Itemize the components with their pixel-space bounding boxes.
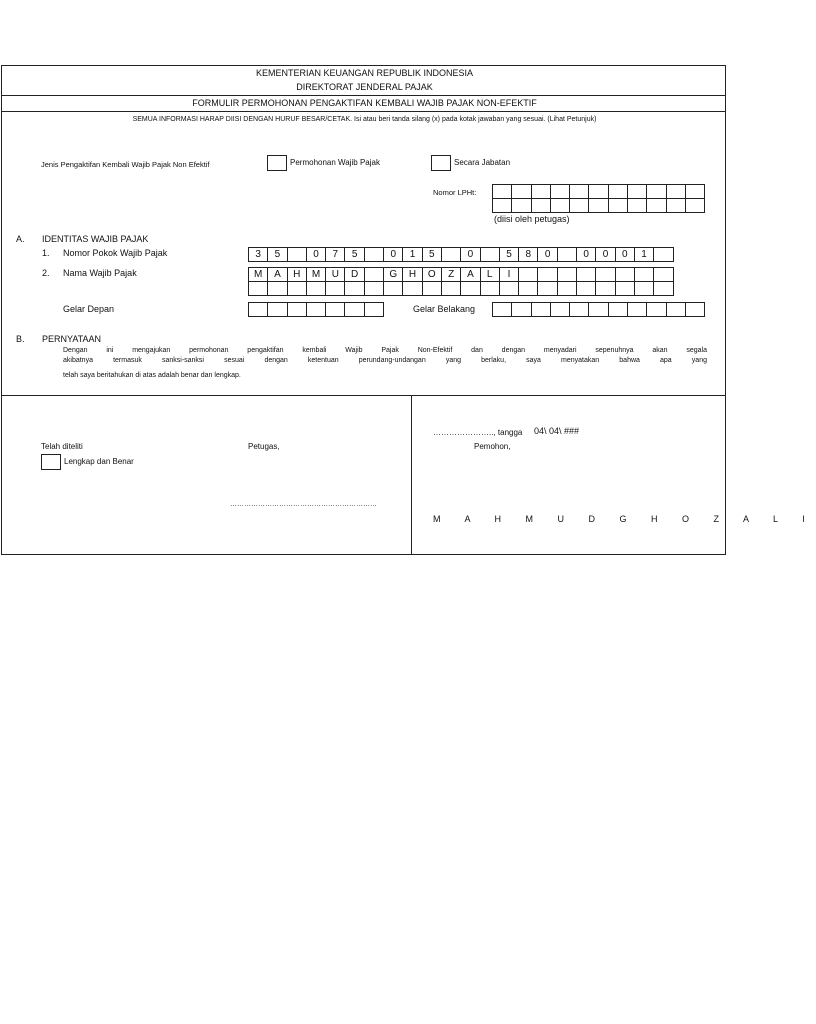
activation-type-label: Jenis Pengaktifan Kembali Wajib Pajak Non Efektif xyxy=(41,160,210,169)
lpht-number-grid[interactable] xyxy=(492,184,705,213)
name-cell[interactable] xyxy=(422,281,442,296)
name-cell[interactable] xyxy=(653,281,673,296)
name-cell[interactable] xyxy=(518,267,538,282)
section-a-letter: A. xyxy=(16,234,25,244)
date-field: 04\ 04\ ### xyxy=(534,426,580,436)
npwp-cell[interactable]: 7 xyxy=(325,247,345,262)
npwp-cell[interactable]: 0 xyxy=(537,247,557,262)
applicant-label: Pemohon, xyxy=(474,442,511,451)
name-cell[interactable]: D xyxy=(344,267,364,282)
name-cell[interactable] xyxy=(325,281,345,296)
statement-line-1: Dengan ini mengajukan permohonan pengaktifan kembali Wajib Pajak Non-Efektif dan dengan menyadari sepenuhnya akan segala xyxy=(63,347,707,354)
name-cell[interactable]: H xyxy=(287,267,307,282)
npwp-cell[interactable] xyxy=(557,247,577,262)
name-cell[interactable] xyxy=(615,281,635,296)
name-cell[interactable] xyxy=(480,281,500,296)
name-cell[interactable]: A xyxy=(267,267,287,282)
name-cell[interactable]: G xyxy=(383,267,403,282)
npwp-cell[interactable]: 5 xyxy=(422,247,442,262)
name-cell[interactable] xyxy=(267,281,287,296)
npwp-cell[interactable]: 0 xyxy=(460,247,480,262)
npwp-cell[interactable]: 0 xyxy=(383,247,403,262)
npwp-cell[interactable]: 0 xyxy=(576,247,596,262)
npwp-cell[interactable]: 0 xyxy=(595,247,615,262)
name-grid[interactable] xyxy=(248,267,674,296)
name-cell[interactable] xyxy=(518,281,538,296)
divider xyxy=(2,95,725,96)
name-cell[interactable] xyxy=(537,267,557,282)
npwp-cell[interactable] xyxy=(364,247,384,262)
back-title-label: Gelar Belakang xyxy=(413,304,476,314)
ex-officio-checkbox[interactable] xyxy=(431,155,451,171)
name-cell[interactable] xyxy=(557,267,577,282)
name-cell[interactable] xyxy=(576,281,596,296)
name-cell[interactable]: I xyxy=(499,267,519,282)
complete-checkbox[interactable] xyxy=(41,454,61,470)
name-cell[interactable] xyxy=(460,281,480,296)
applicant-name: M A H M U D G H O Z A L I xyxy=(433,514,816,524)
name-cell[interactable] xyxy=(364,267,384,282)
name-cell[interactable] xyxy=(653,267,673,282)
front-title-label: Gelar Depan xyxy=(63,304,115,314)
name-cell[interactable] xyxy=(537,281,557,296)
divider xyxy=(2,111,725,112)
name-cell[interactable]: A xyxy=(460,267,480,282)
name-cell[interactable] xyxy=(615,267,635,282)
npwp-grid[interactable] xyxy=(248,247,674,262)
npwp-cell[interactable] xyxy=(287,247,307,262)
npwp-label: Nomor Pokok Wajib Pajak xyxy=(63,248,168,258)
name-cell[interactable]: L xyxy=(480,267,500,282)
name-label: Nama Wajib Pajak xyxy=(63,268,137,278)
name-cell[interactable] xyxy=(595,281,615,296)
form-frame xyxy=(1,65,816,555)
complete-label: Lengkap dan Benar xyxy=(64,457,134,466)
divider xyxy=(411,395,412,555)
npwp-cell[interactable]: 0 xyxy=(306,247,326,262)
npwp-cell[interactable] xyxy=(441,247,461,262)
npwp-cell[interactable]: 0 xyxy=(615,247,635,262)
statement-line-2: akibatnya termasuk sanksi-sanksi sesuai dengan ketentuan perundang-undangan yang berlaku, saya menyatakan bahwa apa yang xyxy=(63,357,707,364)
name-cell[interactable] xyxy=(364,281,384,296)
name-cell[interactable] xyxy=(634,267,654,282)
name-cell[interactable]: Z xyxy=(441,267,461,282)
divider xyxy=(2,395,725,396)
npwp-cell[interactable]: 3 xyxy=(248,247,268,262)
front-title-grid[interactable] xyxy=(248,302,384,317)
name-cell[interactable] xyxy=(576,267,596,282)
back-title-grid[interactable] xyxy=(492,302,705,317)
name-number: 2. xyxy=(42,268,50,278)
npwp-cell[interactable]: 5 xyxy=(344,247,364,262)
ex-officio-label: Secara Jabatan xyxy=(454,158,511,167)
section-b-title: PERNYATAAN xyxy=(42,334,102,344)
checked-label: Telah diteliti xyxy=(41,442,83,451)
name-cell[interactable] xyxy=(634,281,654,296)
npwp-cell[interactable] xyxy=(480,247,500,262)
npwp-number: 1. xyxy=(42,248,50,258)
directorate-title: DIREKTORAT JENDERAL PAJAK xyxy=(296,82,433,92)
name-cell[interactable]: M xyxy=(248,267,268,282)
npwp-cell[interactable]: 5 xyxy=(499,247,519,262)
ministry-title: KEMENTERIAN KEUANGAN REPUBLIK INDONESIA xyxy=(255,68,474,78)
name-cell[interactable] xyxy=(499,281,519,296)
officer-label: Petugas, xyxy=(248,442,280,451)
npwp-cell[interactable]: 1 xyxy=(402,247,422,262)
lpht-label: Nomor LPHt: xyxy=(433,188,477,197)
taxpayer-request-checkbox[interactable] xyxy=(267,155,287,171)
name-cell[interactable] xyxy=(287,281,307,296)
npwp-cell[interactable]: 8 xyxy=(518,247,538,262)
place-field: ………………….., tangga xyxy=(433,428,523,437)
officer-signature-line: ……………………………………………………… xyxy=(230,501,377,508)
lpht-note: (diisi oleh petugas) xyxy=(494,214,570,224)
name-cell[interactable] xyxy=(383,281,403,296)
statement-line-3: telah saya beritahukan di atas adalah benar dan lengkap. xyxy=(63,372,241,379)
name-cell[interactable] xyxy=(595,267,615,282)
name-cell[interactable] xyxy=(248,281,268,296)
name-cell[interactable]: U xyxy=(325,267,345,282)
name-cell[interactable] xyxy=(557,281,577,296)
instruction-text: SEMUA INFORMASI HARAP DIISI DENGAN HURUF BESAR/CETAK. Isi atau beri tanda silang (x) pada kotak jawaban yang sesuai. (Lihat Petunjuk) xyxy=(132,116,597,123)
section-b-letter: B. xyxy=(16,334,25,344)
section-a-title: IDENTITAS WAJIB PAJAK xyxy=(42,234,149,244)
name-cell[interactable] xyxy=(344,281,364,296)
name-cell[interactable]: H xyxy=(402,267,422,282)
name-cell[interactable] xyxy=(402,281,422,296)
npwp-cell[interactable] xyxy=(653,247,673,262)
name-cell[interactable]: M xyxy=(306,267,326,282)
taxpayer-request-label: Permohonan Wajib Pajak xyxy=(290,158,380,167)
npwp-cell[interactable]: 5 xyxy=(267,247,287,262)
name-cell[interactable]: O xyxy=(422,267,442,282)
name-cell[interactable] xyxy=(306,281,326,296)
form-title: FORMULIR PERMOHONAN PENGAKTIFAN KEMBALI WAJIB PAJAK NON-EFEKTIF xyxy=(192,98,537,108)
name-cell[interactable] xyxy=(441,281,461,296)
npwp-cell[interactable]: 1 xyxy=(634,247,654,262)
